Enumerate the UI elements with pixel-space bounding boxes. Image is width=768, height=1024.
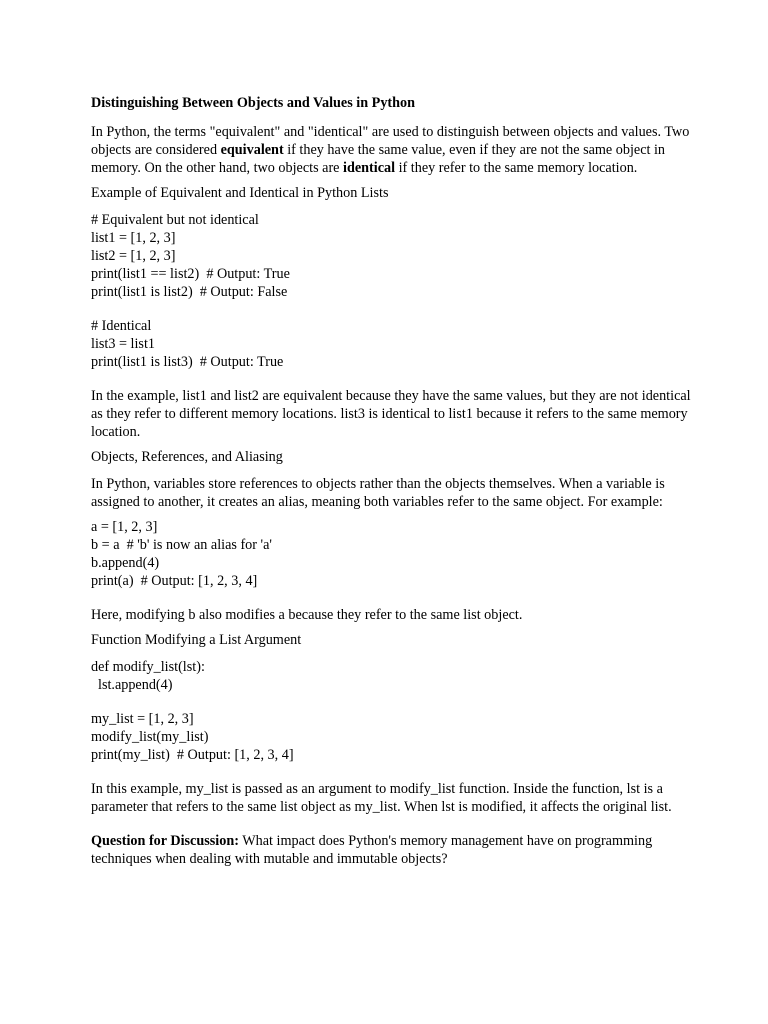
code-block-equivalent <box>91 211 691 301</box>
function-explanation-paragraph: In this example, my_list is passed as an argument to modify_list function. Inside the function, lst is a parameter that refers to the same list object as my_list. When lst is modified, it affects the original list. <box>91 781 672 815</box>
example-explanation-paragraph: In the example, list1 and list2 are equivalent because they have the same values, but they are not identical as they refer to different memory locations. list3 is identical to list1 because it refers to the same memory location. <box>91 388 691 440</box>
question-label: Question for Discussion: <box>91 833 239 849</box>
intro-text-3: if they refer to the same memory location. <box>395 160 638 176</box>
code-line: modify_list(my_list) <box>91 729 209 745</box>
code-line: list3 = list1 <box>91 336 155 352</box>
code-block-alias <box>91 518 691 590</box>
intro-text-2: if they have the same value, even if they are not the same object in memory. On the other hand, two objects are <box>91 142 666 176</box>
code-line: print(a) # Output: [1, 2, 3, 4] <box>91 573 258 589</box>
code-line: print(my_list) # Output: [1, 2, 3, 4] <box>91 747 294 763</box>
question-text: What impact does Python's memory management have on programming techniques when dealing with mutable and immutable objects? <box>91 833 653 867</box>
code-line: b.append(4) <box>91 555 160 571</box>
document-content <box>91 94 691 875</box>
section-heading-function: Function Modifying a List Argument <box>91 632 302 648</box>
code-line: lst.append(4) <box>98 677 173 693</box>
modify-paragraph: Here, modifying b also modifies a because they refer to the same list object. <box>91 607 523 623</box>
code-line: print(list1 is list2) # Output: False <box>91 284 288 300</box>
code-line: # Equivalent but not identical <box>91 212 259 228</box>
code-line: a = [1, 2, 3] <box>91 519 158 535</box>
code-block-function-call <box>91 710 691 764</box>
code-block-function-def <box>91 658 691 694</box>
term-equivalent: equivalent <box>220 142 284 158</box>
term-identical: identical <box>343 160 396 176</box>
code-line: def modify_list(lst): <box>91 659 205 675</box>
section-heading-lists: Example of Equivalent and Identical in Python Lists <box>91 185 389 201</box>
code-line: list2 = [1, 2, 3] <box>91 248 176 264</box>
section-heading-aliasing: Objects, References, and Aliasing <box>91 449 283 465</box>
code-block-identical <box>91 317 691 371</box>
code-line: print(list1 is list3) # Output: True <box>91 354 284 370</box>
code-line: print(list1 == list2) # Output: True <box>91 266 290 282</box>
discussion-question <box>91 832 691 868</box>
document-title: Distinguishing Between Objects and Values in Python <box>91 95 416 111</box>
code-line: my_list = [1, 2, 3] <box>91 711 194 727</box>
code-line: # Identical <box>91 318 152 334</box>
code-line: b = a # 'b' is now an alias for 'a' <box>91 537 272 553</box>
code-line: list1 = [1, 2, 3] <box>91 230 176 246</box>
aliasing-paragraph: In Python, variables store references to objects rather than the objects themselves. When a variable is assigned to another, it creates an alias, meaning both variables refer to the same object. For example: <box>91 476 665 510</box>
intro-text-1: In Python, the terms "equivalent" and "identical" are used to distinguish between objects and values. Two objects are considered <box>91 124 690 158</box>
intro-paragraph <box>91 123 691 177</box>
